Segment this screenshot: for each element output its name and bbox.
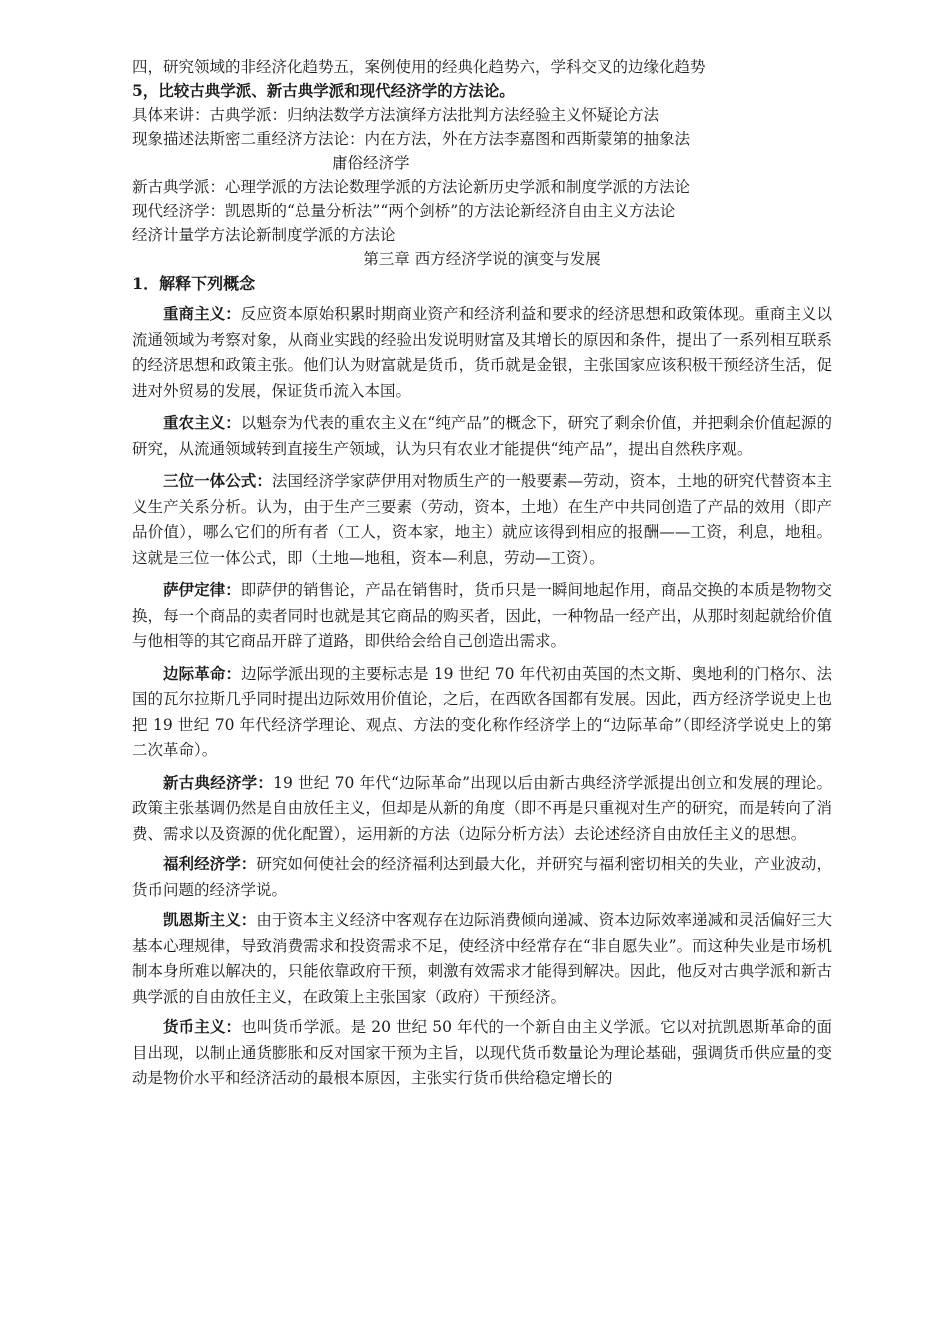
concept-text: 也叫货币学派。是 20 世纪 50 年代的一个新自由主义学派。它以对抗凯恩斯革命的面目出现，以制止通货膨胀和反对国家干预为主旨，以现代货币数量论为理论基础，强调货币供应量的变动是物价水平和经济活动的最根本原因，主张实行货币供给稳定增长的 bbox=[132, 1018, 832, 1087]
concept-text: 19 世纪 70 年代“边际革命”出现以后由新古典经济学派提出创立和发展的理论。政策主张基调仍然是自由放任主义，但却是从新的角度（即不再是只重视对生产的研究，而是转向了消费、需求以及资源的优化配置），运用新的方法（边际分析方法）去论述经济自由放任主义的思想。 bbox=[132, 773, 832, 843]
concept-paragraph bbox=[132, 468, 832, 571]
concept-paragraph bbox=[132, 770, 832, 848]
concept-text: 反应资本原始积累时期商业资产和经济利益和要求的经济思想和政策体现。重商主义以流通领域为考察对象，从商业实践的经验出发说明财富及其增长的原因和条件，提出了一系列相互联系的经济思想和政策主张。他们认为财富就是货币，货币就是金银，主张国家应该积极干预经济生活，促进对外贸易的发展，保证货币流入本国。 bbox=[132, 305, 832, 400]
concept-text: 由于资本主义经济中客观存在边际消费倾向递减、资本边际效率递减和灵活偏好三大基本心理规律，导致消费需求和投资需求不足，使经济中经常存在“非自愿失业”。而这种失业是市场机制本身所难以解决的，只能依靠政府干预，刺激有效需求才能得到解决。因此，他反对古典学派和新古典学派的自由放任主义，在政策上主张国家（政府）干预经济。 bbox=[132, 911, 832, 1006]
concept-paragraph bbox=[132, 410, 832, 462]
concept-paragraph bbox=[132, 577, 832, 655]
section-heading: 1．解释下列概念 bbox=[132, 274, 256, 293]
text-line: 经济计量学方法论新制度学派的方法论 bbox=[132, 226, 396, 244]
concept-term: 重农主义： bbox=[163, 413, 241, 432]
document-page bbox=[132, 55, 832, 1092]
concept-term: 重商主义： bbox=[163, 304, 241, 323]
concept-text: 以魁奈为代表的重农主义在“纯产品”的概念下，研究了剩余价值，并把剩余价值起源的研究，从流通领域转到直接生产领域，认为只有农业才能提供“纯产品”，提出自然秩序观。 bbox=[132, 414, 832, 458]
concept-text: 研究如何使社会的经济福利达到最大化，并研究与福利密切相关的失业，产业波动，货币问题的经济学说。 bbox=[132, 855, 832, 899]
text-line: 庸俗经济学 bbox=[332, 154, 410, 172]
text-line: 现象描述法斯密二重经济方法论：内在方法，外在方法李嘉图和西斯蒙第的抽象法 bbox=[132, 130, 691, 148]
concept-text: 法国经济学家萨伊用对物质生产的一般要素—劳动，资本，土地的研究代替资本主义生产关系分析。认为，由于生产三要素（劳动，资本，土地）在生产中共同创造了产品的效用（即产品价值），哪么它们的所有者（工人，资本家，地主）就应该得到相应的报酬——工资，利息，地租。这就是三位一体公式，即（土地—地租，资本—利息，劳动—工资）。 bbox=[132, 472, 832, 567]
concept-term: 边际革命： bbox=[163, 663, 242, 683]
concept-paragraph bbox=[132, 1014, 832, 1092]
concept-paragraph bbox=[132, 661, 832, 764]
text-line: 新古典学派：心理学派的方法论数理学派的方法论新历史学派和制度学派的方法论 bbox=[132, 178, 691, 196]
concept-term: 萨伊定律： bbox=[163, 580, 241, 599]
chapter-title: 第三章 西方经济学说的演变与发展 bbox=[363, 250, 601, 268]
concept-text: 即萨伊的销售论，产品在销售时，货币只是一瞬间地起作用，商品交换的本质是物物交换，每一个商品的卖者同时也就是其它商品的购买者，因此，一种物品一经产出，从那时刻起就给价值与他相等的其它商品开辟了道路，即供给会给自己创造出需求。 bbox=[132, 581, 832, 650]
concept-term: 福利经济学： bbox=[163, 854, 257, 873]
text-line: 具体来讲：古典学派：归纳法数学方法演绎方法批判方法经验主义怀疑论方法 bbox=[132, 106, 660, 124]
text-line: 四，研究领域的非经济化趋势五，案例使用的经典化趋势六，学科交叉的边缘化趋势 bbox=[132, 58, 706, 76]
concept-term: 三位一体公式： bbox=[163, 471, 272, 490]
concept-term: 货币主义： bbox=[163, 1017, 242, 1036]
concept-text: 边际学派出现的主要标志是 19 世纪 70 年代初由英国的杰文斯、奥地利的门格尔、法国的瓦尔拉斯几乎同时提出边际效用价值论，之后，在西欧各国都有发展。因此，西方经济学说史上也把 19 世纪 70 年代经济学理论、观点、方法的变化称作经济学上的“边际革命”（即经济学说史上的第二次革命）。 bbox=[132, 664, 832, 759]
concept-paragraph bbox=[132, 851, 832, 903]
question-heading: 5，比较古典学派、新古典学派和现代经济学的方法论。 bbox=[132, 81, 515, 100]
concept-term: 凯恩斯主义： bbox=[163, 910, 257, 929]
concept-term: 新古典经济学： bbox=[163, 772, 274, 792]
text-line: 现代经济学：凯恩斯的“总量分析法”“两个剑桥”的方法论新经济自由主义方法论 bbox=[132, 202, 676, 220]
concept-paragraph bbox=[132, 907, 832, 1010]
concept-paragraph bbox=[132, 301, 832, 404]
